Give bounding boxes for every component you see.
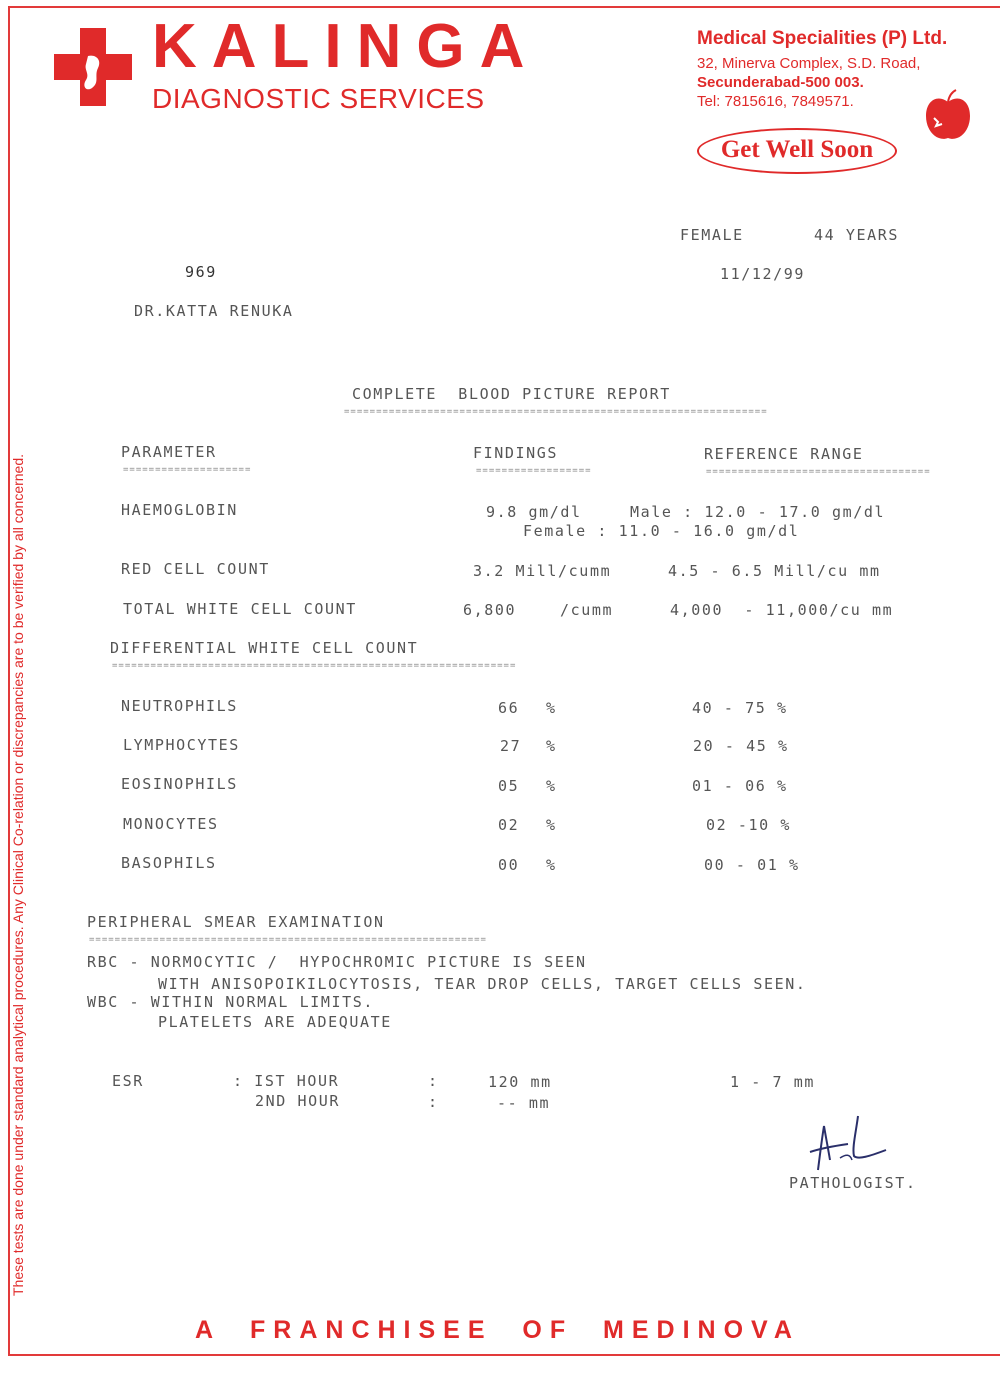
differential-title: DIFFERENTIAL WHITE CELL COUNT <box>110 639 419 657</box>
patient-id: 969 <box>185 263 217 281</box>
esr-label: ESR <box>112 1072 144 1090</box>
basophils-ref: 00 - 01 % <box>704 856 800 874</box>
eosinophils-unit: % <box>546 777 557 795</box>
basophils-label: BASOPHILS <box>121 854 217 872</box>
company-name: Medical Specialities (P) Ltd. <box>697 28 948 49</box>
column-header-parameter: PARAMETER <box>121 443 217 461</box>
findings-underline: ================== <box>476 466 592 476</box>
haemoglobin-value: 9.8 gm/dl <box>486 503 582 521</box>
neutrophils-label: NEUTROPHILS <box>121 697 238 715</box>
haemoglobin-ref-female: Female : 11.0 - 16.0 gm/dl <box>523 522 800 540</box>
address-line-1: 32, Minerva Complex, S.D. Road, <box>697 55 921 72</box>
eosinophils-label: EOSINOPHILS <box>121 775 238 793</box>
monocytes-value: 02 <box>498 816 520 834</box>
column-header-findings: FINDINGS <box>473 444 559 462</box>
smear-rbc-line-1: RBC - NORMOCYTIC / HYPOCHROMIC PICTURE IS SEEN <box>87 953 587 971</box>
smear-platelets: PLATELETS ARE ADEQUATE <box>158 1013 392 1031</box>
patient-gender: FEMALE <box>680 226 744 244</box>
smear-wbc: WBC - WITHIN NORMAL LIMITS. <box>87 993 375 1011</box>
rbc-ref: 4.5 - 6.5 Mill/cu mm <box>668 562 881 580</box>
frame-bottom-border <box>8 1354 1000 1356</box>
brand-subtitle: DIAGNOSTIC SERVICES <box>152 83 485 114</box>
referring-doctor: DR.KATTA RENUKA <box>134 302 294 320</box>
address-line-2: Secunderabad-500 003. <box>697 74 864 91</box>
smear-underline: ============================================================== <box>89 935 487 945</box>
apple-icon <box>924 88 972 144</box>
basophils-value: 00 <box>498 856 520 874</box>
neutrophils-unit: % <box>546 699 557 717</box>
esr-hour1-separator: : <box>428 1072 439 1090</box>
monocytes-unit: % <box>546 816 557 834</box>
lymphocytes-ref: 20 - 45 % <box>693 737 789 755</box>
verification-disclaimer: These tests are done under standard analytical procedures. Any Clinical Co-relation or discrepancies are to be verified by all concerned. <box>10 453 26 1296</box>
rbc-value: 3.2 Mill/cumm <box>473 562 612 580</box>
signature-label: PATHOLOGIST. <box>789 1174 917 1192</box>
haemoglobin-label: HAEMOGLOBIN <box>121 501 238 519</box>
eosinophils-ref: 01 - 06 % <box>692 777 788 795</box>
parameter-underline: ==================== <box>123 465 252 475</box>
monocytes-ref: 02 -10 % <box>706 816 792 834</box>
wbc-unit: /cumm <box>560 601 614 619</box>
differential-underline: =============================================================== <box>112 661 517 671</box>
column-header-reference: REFERENCE RANGE <box>704 445 864 463</box>
neutrophils-value: 66 <box>498 699 520 717</box>
reference-underline: =================================== <box>706 467 931 477</box>
lymphocytes-label: LYMPHOCYTES <box>123 736 240 754</box>
smear-rbc-line-2: WITH ANISOPOIKILOCYTOSIS, TEAR DROP CELLS, TARGET CELLS SEEN. <box>158 975 807 993</box>
esr-hour1-value: 120 mm <box>488 1073 552 1091</box>
title-underline: ================================================================== <box>344 407 768 417</box>
esr-hour2-label: 2ND HOUR <box>255 1092 341 1110</box>
smear-title: PERIPHERAL SMEAR EXAMINATION <box>87 913 385 931</box>
phone-numbers: Tel: 7815616, 7849571. <box>697 93 854 110</box>
basophils-unit: % <box>546 856 557 874</box>
report-title: COMPLETE BLOOD PICTURE REPORT <box>352 385 671 403</box>
monocytes-label: MONOCYTES <box>123 815 219 833</box>
esr-hour2-separator: : <box>428 1093 439 1111</box>
rbc-label: RED CELL COUNT <box>121 560 270 578</box>
pathologist-signature <box>800 1108 890 1178</box>
neutrophils-ref: 40 - 75 % <box>692 699 788 717</box>
wbc-label: TOTAL WHITE CELL COUNT <box>123 600 357 618</box>
esr-hour1-ref: 1 - 7 mm <box>730 1073 816 1091</box>
lymphocytes-unit: % <box>546 737 557 755</box>
patient-age: 44 YEARS <box>814 226 900 244</box>
wbc-value: 6,800 <box>463 601 517 619</box>
esr-hour2-value: -- mm <box>497 1094 551 1112</box>
eosinophils-value: 05 <box>498 777 520 795</box>
get-well-soon-badge: Get Well Soon <box>697 128 897 174</box>
wbc-ref: 4,000 - 11,000/cu mm <box>670 601 894 619</box>
frame-top-border <box>10 6 1000 8</box>
esr-hour1-label: : IST HOUR <box>233 1072 340 1090</box>
haemoglobin-ref-male: Male : 12.0 - 17.0 gm/dl <box>630 503 886 521</box>
lymphocytes-value: 27 <box>500 737 522 755</box>
franchise-footer: A FRANCHISEE OF MEDINOVA <box>195 1316 800 1344</box>
report-date: 11/12/99 <box>720 265 806 283</box>
red-cross-logo-icon <box>52 26 134 108</box>
brand-name: KALINGA <box>152 12 540 81</box>
